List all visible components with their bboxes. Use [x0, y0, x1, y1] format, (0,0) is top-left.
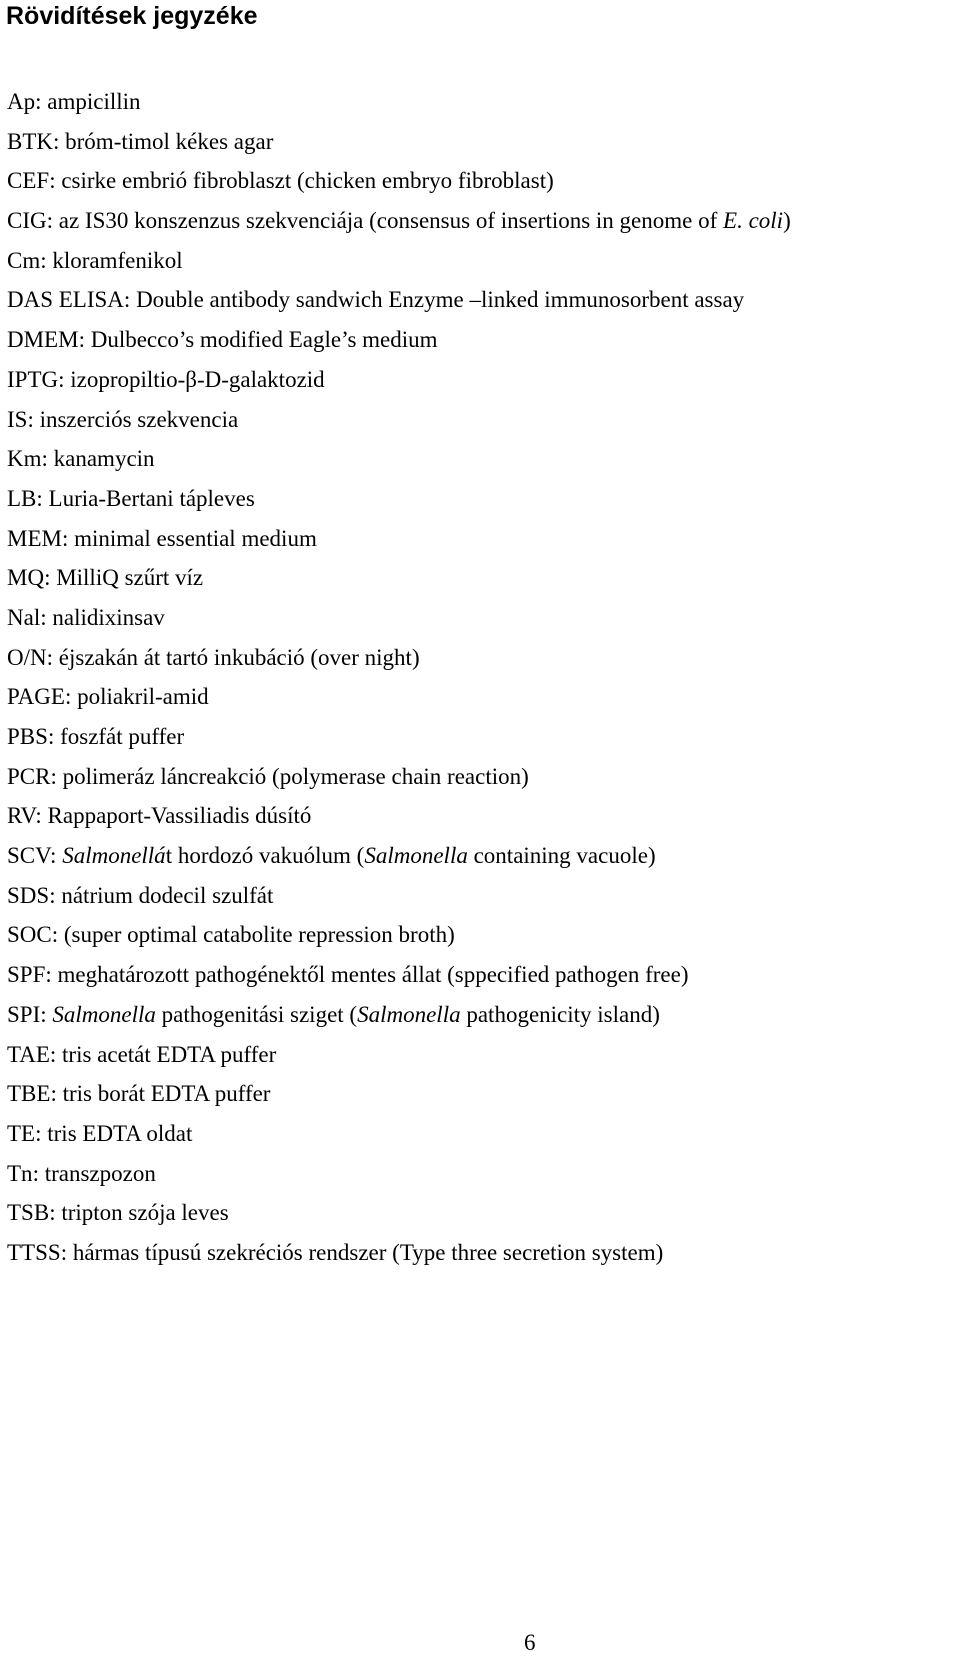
- abbreviation-definition: éjszakán át tartó inkubáció (over night): [58, 644, 420, 670]
- abbreviation-definition: polimeráz láncreakció (polymerase chain reaction): [62, 763, 529, 789]
- abbreviation-term: PBS: [7, 724, 48, 749]
- abbreviation-separator: :: [123, 287, 137, 313]
- abbreviation-term: Ap: [7, 89, 36, 114]
- abbreviation-term: LB: [7, 485, 37, 511]
- abbreviation-term: MQ: [7, 565, 45, 591]
- abbreviation-entry: [7, 360, 791, 400]
- abbreviation-term: TAE: [7, 1041, 50, 1067]
- abbreviation-definition: foszfát puffer: [60, 724, 185, 749]
- abbreviation-separator: :: [47, 724, 61, 749]
- abbreviation-entry: [7, 796, 791, 836]
- abbreviation-definition: Luria-Bertani tápleves: [48, 485, 255, 511]
- abbreviation-definition: tripton szója leves: [61, 1200, 229, 1226]
- abbreviation-entry: [7, 955, 791, 995]
- abbreviation-entry: [7, 241, 791, 281]
- abbreviation-separator: :: [58, 366, 71, 392]
- abbreviation-separator: :: [49, 168, 62, 194]
- abbreviation-separator: :: [49, 1041, 63, 1067]
- abbreviation-separator: :: [44, 565, 57, 591]
- abbreviation-definition: (super optimal catabolite repression broth): [63, 922, 455, 948]
- abbreviation-entry: [7, 439, 791, 479]
- abbreviation-definition: ): [783, 208, 791, 234]
- abbreviation-list: [7, 82, 791, 1273]
- abbreviation-separator: :: [46, 208, 59, 234]
- page-title: Rövidítések jegyzéke: [6, 2, 258, 30]
- page-number: 6: [524, 1630, 536, 1655]
- abbreviation-term: SOC: [7, 922, 52, 948]
- abbreviation-entry: [7, 558, 791, 598]
- abbreviation-entry: [7, 201, 791, 241]
- abbreviation-entry: [7, 1193, 791, 1233]
- abbreviation-definition: Salmonella: [364, 843, 468, 869]
- abbreviation-separator: :: [50, 763, 63, 789]
- abbreviation-separator: :: [53, 128, 66, 154]
- abbreviation-term: Nal: [7, 604, 41, 630]
- abbreviation-entry: [7, 82, 791, 122]
- abbreviation-definition: tris EDTA oldat: [47, 1120, 193, 1146]
- abbreviation-separator: :: [41, 446, 54, 472]
- abbreviation-definition: hármas típusú szekréciós rendszer (Type three secretion system): [72, 1239, 664, 1265]
- abbreviation-term: CEF: [7, 168, 50, 194]
- abbreviation-entry: [7, 519, 791, 559]
- abbreviation-term: IPTG: [7, 366, 59, 392]
- abbreviation-entry: [7, 677, 791, 717]
- abbreviation-entry: [7, 122, 791, 162]
- abbreviation-separator: :: [78, 327, 91, 353]
- abbreviation-separator: :: [46, 644, 59, 670]
- abbreviation-separator: :: [49, 882, 62, 908]
- abbreviation-term: RV: [7, 803, 36, 829]
- abbreviation-separator: :: [40, 247, 53, 273]
- abbreviation-separator: :: [64, 684, 78, 710]
- abbreviation-definition: ampicillin: [47, 89, 141, 114]
- abbreviation-entry: [7, 757, 791, 797]
- abbreviation-definition: Salmonella: [357, 1001, 461, 1027]
- abbreviation-separator: :: [32, 1160, 45, 1186]
- abbreviation-definition: Rappaport-Vassiliadis dúsító: [47, 803, 312, 829]
- abbreviation-entry: [7, 1114, 791, 1154]
- abbreviation-term: PCR: [7, 763, 51, 789]
- abbreviation-definition: pathogenitási sziget (: [155, 1001, 358, 1027]
- abbreviation-definition: nátrium dodecil szulfát: [61, 882, 274, 908]
- abbreviation-separator: :: [50, 843, 63, 869]
- abbreviation-term: SPF: [7, 962, 46, 988]
- abbreviation-term: Cm: [7, 247, 41, 273]
- abbreviation-definition: tris acetát EDTA puffer: [62, 1041, 277, 1067]
- abbreviation-definition: minimal essential medium: [74, 525, 317, 551]
- abbreviation-definition: az IS30 konszenzus szekvenciája (consensus of insertions in genome of: [58, 208, 724, 234]
- abbreviation-separator: :: [35, 1120, 48, 1146]
- abbreviation-separator: :: [36, 485, 49, 511]
- abbreviation-separator: :: [40, 604, 53, 630]
- abbreviation-term: PAGE: [7, 684, 65, 710]
- abbreviation-entry: [7, 1074, 791, 1114]
- abbreviation-term: TBE: [7, 1081, 51, 1107]
- abbreviation-term: DMEM: [7, 327, 79, 353]
- abbreviation-entry: [7, 280, 791, 320]
- abbreviation-definition: Dulbecco’s modified Eagle’s medium: [90, 327, 438, 353]
- abbreviation-separator: :: [35, 89, 48, 114]
- abbreviation-separator: :: [45, 962, 58, 988]
- abbreviation-term: CIG: [7, 208, 47, 234]
- abbreviation-entry: [7, 598, 791, 638]
- abbreviation-definition: pathogenicity island): [460, 1001, 660, 1027]
- abbreviation-definition: kloramfenikol: [52, 247, 183, 273]
- abbreviation-separator: :: [27, 406, 40, 432]
- abbreviation-definition: izopropiltio-β-D-galaktozid: [70, 366, 325, 392]
- abbreviation-separator: :: [50, 1081, 63, 1107]
- abbreviation-entry: [7, 995, 791, 1035]
- abbreviation-separator: :: [35, 803, 48, 829]
- abbreviation-definition: meghatározott pathogénektől mentes állat (sppecified pathogen free): [57, 962, 689, 988]
- abbreviation-term: SDS: [7, 882, 50, 908]
- abbreviation-term: TSB: [7, 1200, 50, 1226]
- abbreviation-entry: [7, 479, 791, 519]
- abbreviation-definition: containing vacuole): [467, 843, 656, 869]
- abbreviation-entry: [7, 400, 791, 440]
- abbreviation-definition: inszerciós szekvencia: [39, 406, 239, 432]
- abbreviation-definition: t hordozó vakuólum (: [165, 843, 365, 869]
- abbreviation-definition: nalidixinsav: [52, 604, 165, 630]
- abbreviation-definition: bróm-timol kékes agar: [65, 128, 274, 154]
- abbreviation-definition: csirke embrió fibroblaszt (chicken embryo fibroblast): [61, 168, 554, 194]
- abbreviation-definition: Double antibody sandwich Enzyme –linked immunosorbent assay: [136, 287, 745, 313]
- abbreviation-entry: [7, 1154, 791, 1194]
- abbreviation-separator: :: [60, 1239, 73, 1265]
- abbreviation-term: TTSS: [7, 1239, 61, 1265]
- abbreviation-entry: [7, 836, 791, 876]
- abbreviation-entry: [7, 1035, 791, 1075]
- abbreviation-entry: [7, 876, 791, 916]
- abbreviation-definition: transzpozon: [44, 1160, 156, 1186]
- abbreviation-definition: kanamycin: [53, 446, 155, 472]
- abbreviation-term: Km: [7, 446, 42, 472]
- abbreviation-entry: [7, 320, 791, 360]
- abbreviation-entry: [7, 915, 791, 955]
- abbreviation-term: MEM: [7, 525, 62, 551]
- abbreviation-separator: :: [49, 1200, 62, 1226]
- abbreviation-term: SPI: [7, 1001, 41, 1027]
- abbreviation-entry: [7, 638, 791, 678]
- abbreviation-term: O/N: [7, 644, 47, 670]
- abbreviation-separator: :: [51, 922, 64, 948]
- abbreviation-term: DAS ELISA: [7, 287, 124, 313]
- abbreviation-definition: E. coli: [723, 208, 784, 234]
- abbreviation-definition: MilliQ szűrt víz: [56, 565, 204, 591]
- abbreviation-entry: [7, 717, 791, 757]
- abbreviation-term: BTK: [7, 128, 53, 154]
- abbreviation-definition: poliakril-amid: [77, 684, 209, 710]
- abbreviation-term: TE: [7, 1120, 36, 1146]
- abbreviation-term: IS: [7, 406, 28, 432]
- abbreviation-entry: [7, 1233, 791, 1273]
- abbreviation-entry: [7, 161, 791, 201]
- abbreviation-definition: Salmonella: [52, 1001, 156, 1027]
- abbreviation-term: SCV: [7, 843, 51, 869]
- abbreviation-definition: tris borát EDTA puffer: [62, 1081, 271, 1107]
- abbreviation-separator: :: [40, 1001, 53, 1027]
- abbreviation-separator: :: [61, 525, 75, 551]
- abbreviation-term: Tn: [7, 1160, 33, 1186]
- abbreviation-definition: Salmonellá: [62, 843, 166, 869]
